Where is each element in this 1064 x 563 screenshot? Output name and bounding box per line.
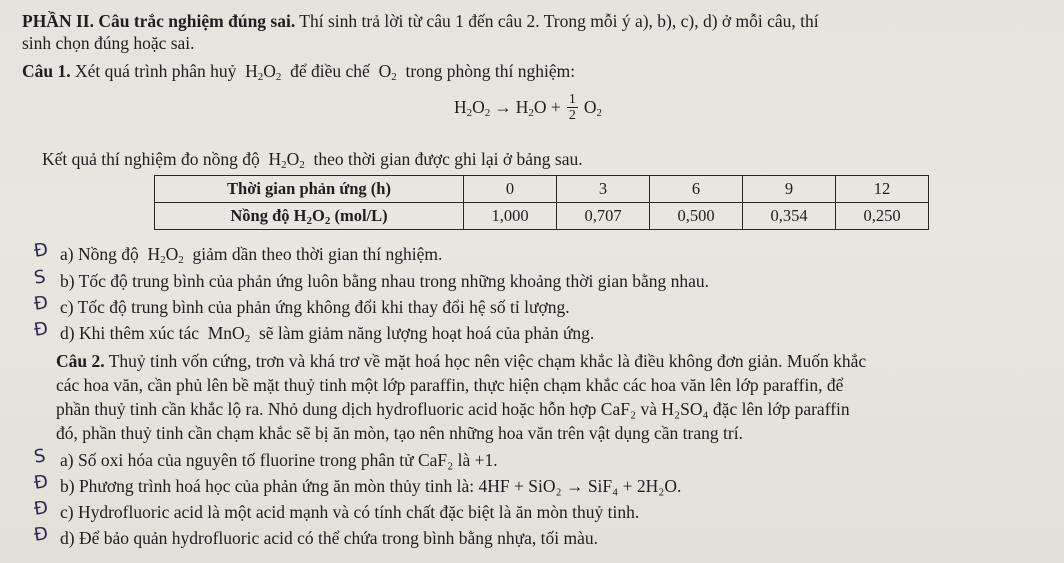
- q1-intro: [22, 60, 575, 82]
- q2-label: Câu 2.: [56, 351, 105, 371]
- q1-result-text: Kết quả thí nghiệm đo nồng độ: [42, 149, 260, 169]
- fraction-one-half: $\frac{1}{2}$: [568, 92, 576, 123]
- handwritten-mark: S: [32, 445, 47, 468]
- handwritten-mark: Đ: [32, 497, 50, 520]
- table-header-time: Thời gian phản ứng (h): [155, 176, 464, 203]
- q2-option-a: a) Số oxi hóa của nguyên tố fluorine trong phân tử CaF₂ là +1.: [60, 450, 498, 470]
- table-cell: 1,000: [464, 203, 557, 230]
- handwritten-mark: Đ: [32, 523, 50, 546]
- table-cell: 12: [836, 176, 929, 203]
- part-title: PHẦN II. Câu trắc nghiệm đúng sai.: [22, 11, 296, 31]
- q1-option-a: a) Nồng độ $H_2O_2$ giảm dần theo thời gian thí nghiệm.: [60, 244, 443, 266]
- q1-intro-text: Xét quá trình phân huỷ: [75, 61, 237, 81]
- q1-option-d: d) Khi thêm xúc tác MnO$_2$ sẽ làm giảm năng lượng hoạt hoá của phản ứng.: [60, 323, 595, 345]
- q1-result-text-2: theo thời gian được ghi lại ở bảng sau.: [313, 149, 583, 169]
- formula-o2: $O_2$: [374, 61, 397, 83]
- table-cell: 9: [743, 176, 836, 203]
- handwritten-mark: Đ: [32, 471, 50, 494]
- q1-label: Câu 1.: [22, 61, 71, 81]
- q1-result: Kết quả thí nghiệm đo nồng độ $H_2O_2$ theo thời gian được ghi lại ở bảng sau.: [42, 149, 583, 171]
- q2-line4: đó, phần thuỷ tinh cần chạm khắc sẽ bị ăn mòn, tạo nên những hoa văn trên vật dụng cần trang trí.: [56, 423, 743, 443]
- handwritten-mark: Đ: [32, 318, 50, 341]
- part-instruction-cont: sinh chọn đúng hoặc sai.: [22, 33, 195, 53]
- part-instruction: Thí sinh trả lời từ câu 1 đến câu 2. Trong mỗi ý a), b), c), d) ở mỗi câu, thí: [299, 11, 819, 31]
- table-cell: 0,707: [557, 203, 650, 230]
- table-row: [155, 176, 929, 203]
- q2-option-b: b) Phương trình hoá học của phản ứng ăn mòn thủy tinh là: 4HF + SiO₂ → SiF₄ + 2H₂O.: [60, 476, 682, 496]
- handwritten-mark: S: [32, 266, 47, 289]
- table-cell: 3: [557, 176, 650, 203]
- q1-intro-text-3: trong phòng thí nghiệm:: [405, 61, 576, 81]
- q1-option-b: b) Tốc độ trung bình của phản ứng luôn bằng nhau trong những khoảng thời gian bằng nhau.: [60, 271, 710, 291]
- table-cell: 0,250: [836, 203, 929, 230]
- table-cell: 0,500: [650, 203, 743, 230]
- part-header: [22, 10, 819, 32]
- q2-line3: phần thuỷ tinh cần khắc lộ ra. Nhỏ dung dịch hydrofluoric acid hoặc hỗn hợp CaF₂ và H₂SO₄ đặc lên lớp paraffin: [56, 399, 850, 419]
- table-cell: 0,354: [743, 203, 836, 230]
- table-row: [155, 203, 929, 230]
- q1-intro-text-2: để điều chế: [290, 61, 370, 81]
- q2-option-c: c) Hydrofluoric acid là một acid mạnh và có tính chất đặc biệt là ăn mòn thuỷ tinh.: [60, 502, 640, 522]
- table-cell: 6: [650, 176, 743, 203]
- q2-line2: các hoa văn, cần phủ lên bề mặt thuỷ tinh một lớp paraffin, thực hiện chạm khắc các hoa văn lên lớp paraffin, để: [56, 375, 844, 395]
- q2-option-d: d) Để bảo quản hydrofluoric acid có thể chứa trong bình bằng nhựa, tối màu.: [60, 528, 598, 548]
- table-cell: 0: [464, 176, 557, 203]
- handwritten-mark: Đ: [32, 292, 50, 315]
- handwritten-mark: Đ: [32, 239, 50, 262]
- reaction-equation: $H_2O_2$ → $H_2O$ + $\frac{1}{2}$ $O_2$: [454, 92, 602, 123]
- formula-h2o2: $H_2O_2$: [240, 61, 282, 83]
- concentration-table: [154, 175, 929, 230]
- q2-line1: Câu 2. Thuỷ tinh vốn cứng, trơn và khá trơ về mặt hoá học nên việc chạm khắc là điều không đơn giản. Muốn khắc: [56, 351, 867, 371]
- table-header-concentration: Nồng độ $H_2O_2$ (mol/L): [155, 203, 464, 230]
- q1-option-c: c) Tốc độ trung bình của phản ứng không đổi khi thay đổi hệ số tỉ lượng.: [60, 297, 570, 317]
